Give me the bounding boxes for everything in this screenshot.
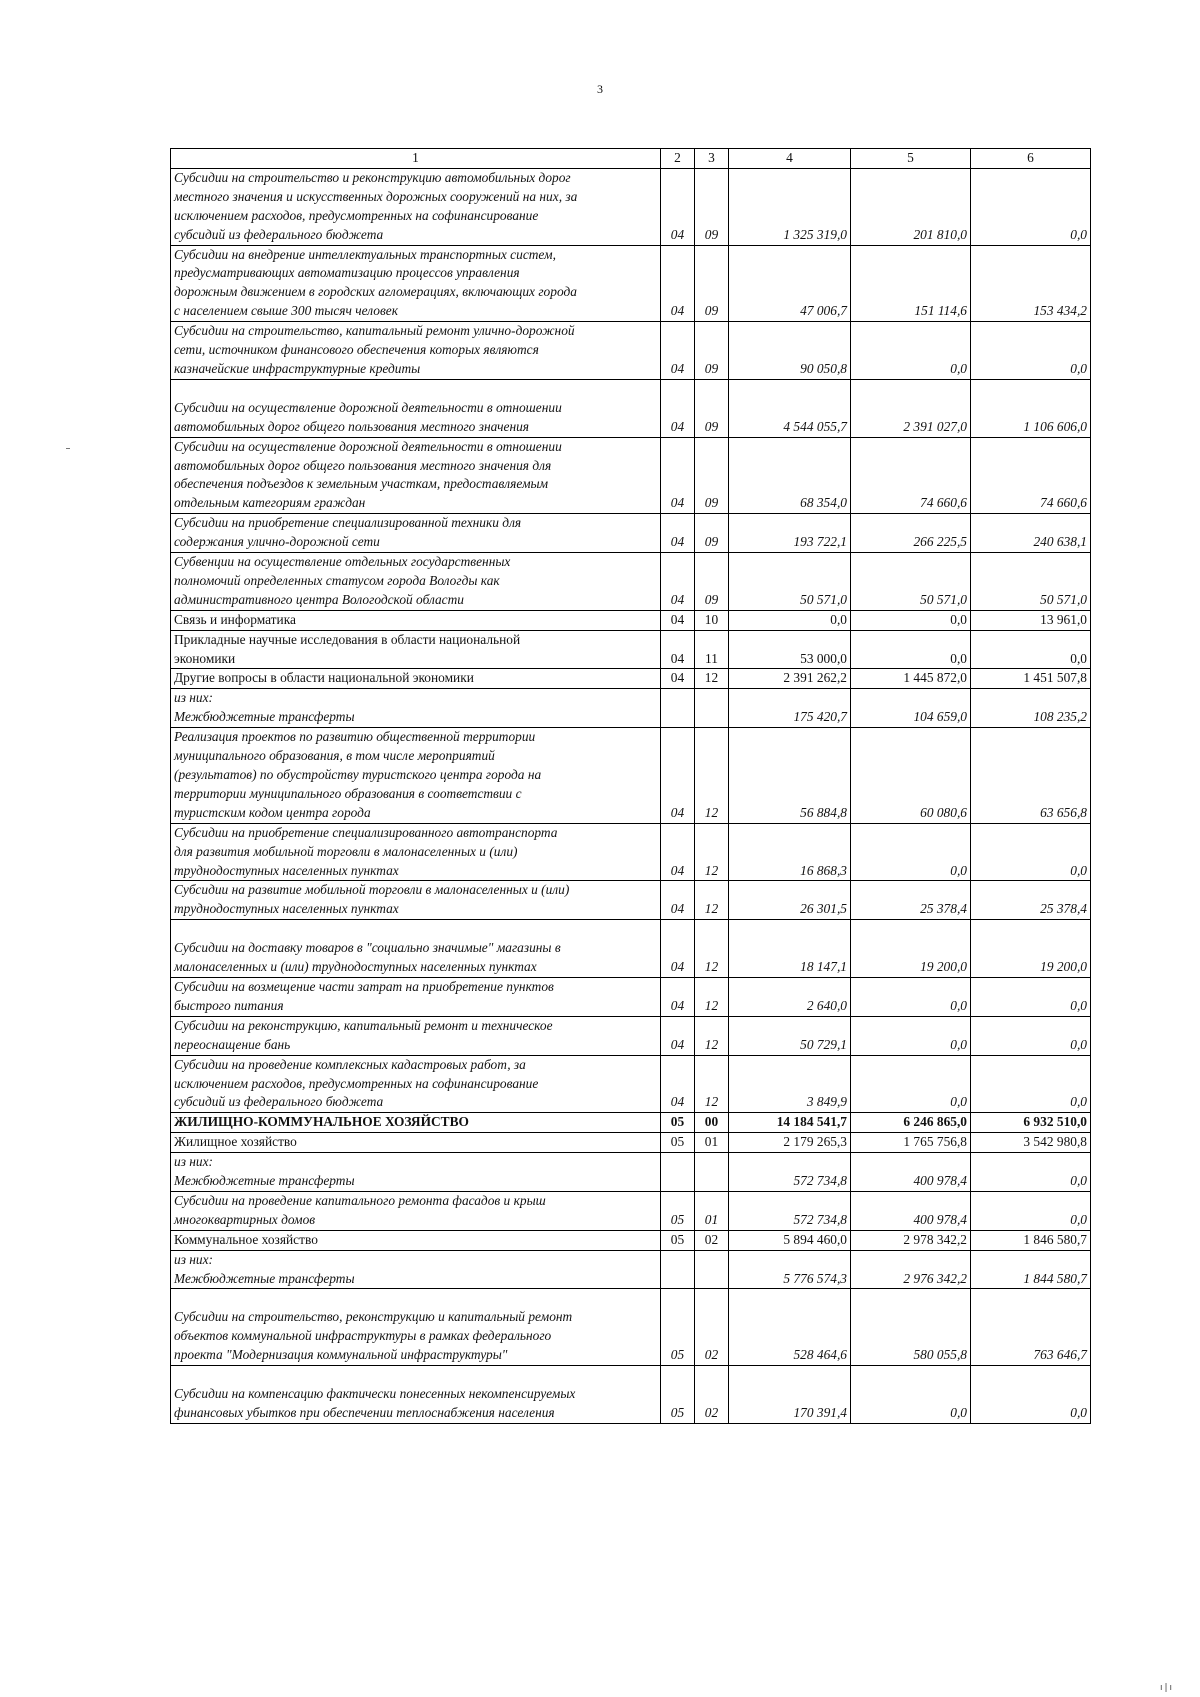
section-code-cell: 04 — [661, 669, 695, 689]
subsection-code-cell: 09 — [695, 553, 729, 611]
row-name-line: финансовых убытков при обеспечении теплоснабжения населения — [174, 1404, 555, 1420]
amount-col6-cell: 19 200,0 — [971, 920, 1091, 978]
row-name-line: казначейские инфраструктурные кредиты — [174, 360, 421, 376]
row-name-cell — [171, 1055, 661, 1113]
row-name-line: экономики — [174, 650, 236, 666]
amount-col4-cell: 0,0 — [729, 610, 851, 630]
column-header: 4 — [729, 149, 851, 169]
row-name-line: Другие вопросы в области национальной экономики — [174, 670, 474, 686]
row-name-line: проекта "Модернизация коммунальной инфраструктуры" — [174, 1347, 508, 1363]
row-name-line: Коммунальное хозяйство — [174, 1231, 318, 1247]
amount-col5-cell: 400 978,4 — [851, 1153, 971, 1192]
row-name-cell — [171, 823, 661, 881]
row-name-line: из них: — [174, 1251, 214, 1267]
row-name-cell — [171, 322, 661, 380]
amount-col5-cell: 0,0 — [851, 1055, 971, 1113]
amount-col5-cell: 2 391 027,0 — [851, 379, 971, 437]
amount-col6-cell: 1 844 580,7 — [971, 1250, 1091, 1289]
amount-col6-cell: 240 638,1 — [971, 514, 1091, 553]
amount-col5-cell: 2 976 342,2 — [851, 1250, 971, 1289]
table-row — [171, 1230, 1091, 1250]
amount-col6-cell: 0,0 — [971, 1191, 1091, 1230]
row-name-cell — [171, 1191, 661, 1230]
row-name-line: Субвенции на осуществление отдельных государственных — [174, 554, 511, 570]
section-code-cell: 05 — [661, 1133, 695, 1153]
row-name-line: Прикладные научные исследования в области национальной — [174, 631, 521, 647]
amount-col6-cell: 6 932 510,0 — [971, 1113, 1091, 1133]
amount-col5-cell: 2 978 342,2 — [851, 1230, 971, 1250]
row-name-line — [174, 380, 657, 399]
section-code-cell: 05 — [661, 1113, 695, 1133]
row-name-line: Межбюджетные трансферты — [174, 1173, 355, 1189]
row-name-cell — [171, 630, 661, 669]
row-name-line: Жилищное хозяйство — [174, 1134, 297, 1150]
amount-col6-cell: 1 106 606,0 — [971, 379, 1091, 437]
table-row — [171, 1366, 1091, 1424]
subsection-code-cell — [695, 689, 729, 728]
row-name-line: ЖИЛИЩНО-КОММУНАЛЬНОЕ ХОЗЯЙСТВО — [174, 1114, 469, 1130]
amount-col5-cell: 74 660,6 — [851, 437, 971, 514]
table-row — [171, 437, 1091, 514]
section-code-cell: 04 — [661, 1016, 695, 1055]
table-row — [171, 689, 1091, 728]
section-code-cell — [661, 1153, 695, 1192]
budget-table-body — [171, 149, 1091, 1424]
row-name-line: с населением свыше 300 тысяч человек — [174, 303, 398, 319]
row-name-line — [174, 920, 657, 939]
row-name-cell — [171, 437, 661, 514]
row-name-cell — [171, 977, 661, 1016]
row-name-line: предусматривающих автоматизацию процессов управления — [174, 265, 520, 281]
row-name-cell — [171, 920, 661, 978]
amount-col4-cell: 53 000,0 — [729, 630, 851, 669]
table-row — [171, 1016, 1091, 1055]
section-code-cell: 04 — [661, 977, 695, 1016]
subsection-code-cell: 12 — [695, 728, 729, 824]
row-name-line: исключением расходов, предусмотренных на софинансирование — [174, 1075, 539, 1091]
table-row — [171, 630, 1091, 669]
row-name-cell — [171, 728, 661, 824]
row-name-line: Субсидии на реконструкцию, капитальный ремонт и техническое — [174, 1017, 553, 1033]
subsection-code-cell: 01 — [695, 1191, 729, 1230]
row-name-line: Субсидии на внедрение интеллектуальных транспортных систем, — [174, 246, 556, 262]
table-row — [171, 245, 1091, 322]
row-name-line — [174, 1366, 657, 1385]
amount-col5-cell: 0,0 — [851, 630, 971, 669]
row-name-line: объектов коммунальной инфраструктуры в рамках федерального — [174, 1328, 552, 1344]
amount-col4-cell: 5 894 460,0 — [729, 1230, 851, 1250]
amount-col5-cell: 0,0 — [851, 322, 971, 380]
amount-col5-cell: 266 225,5 — [851, 514, 971, 553]
amount-col5-cell: 0,0 — [851, 610, 971, 630]
row-name-line: Субсидии на развитие мобильной торговли в малонаселенных и (или) — [174, 882, 570, 898]
table-row — [171, 669, 1091, 689]
row-name-line: Субсидии на проведение капитального ремонта фасадов и крыш — [174, 1192, 546, 1208]
page-number: 3 — [597, 82, 603, 96]
amount-col4-cell: 1 325 319,0 — [729, 168, 851, 245]
row-name-line: Связь и информатика — [174, 611, 296, 627]
section-code-cell: 05 — [661, 1366, 695, 1424]
amount-col4-cell: 4 544 055,7 — [729, 379, 851, 437]
subsection-code-cell: 09 — [695, 322, 729, 380]
amount-col4-cell: 2 391 262,2 — [729, 669, 851, 689]
row-name-line: переоснащение бань — [174, 1036, 291, 1052]
section-code-cell: 04 — [661, 610, 695, 630]
column-header: 2 — [661, 149, 695, 169]
amount-col5-cell: 151 114,6 — [851, 245, 971, 322]
column-header: 3 — [695, 149, 729, 169]
table-row — [171, 514, 1091, 553]
row-name-line: отдельным категориям граждан — [174, 495, 366, 511]
subsection-code-cell: 12 — [695, 920, 729, 978]
table-row — [171, 610, 1091, 630]
section-code-cell: 04 — [661, 514, 695, 553]
amount-col4-cell: 16 868,3 — [729, 823, 851, 881]
amount-col5-cell: 400 978,4 — [851, 1191, 971, 1230]
amount-col5-cell: 60 080,6 — [851, 728, 971, 824]
row-name-line: территории муниципального образования в соответствии с — [174, 785, 522, 801]
row-name-line: Субсидии на строительство и реконструкцию автомобильных дорог — [174, 169, 571, 185]
row-name-line: Субсидии на компенсацию фактически понесенных некомпенсируемых — [174, 1386, 576, 1401]
amount-col5-cell: 0,0 — [851, 1016, 971, 1055]
table-row — [171, 1055, 1091, 1113]
row-name-line: местного значения и искусственных дорожных сооружений на них, за — [174, 188, 578, 204]
subsection-code-cell: 01 — [695, 1133, 729, 1153]
table-row — [171, 728, 1091, 824]
amount-col4-cell: 572 734,8 — [729, 1153, 851, 1192]
subsection-code-cell: 12 — [695, 1016, 729, 1055]
scan-tick-marks: ı|ı — [1160, 1683, 1175, 1693]
row-name-line: дорожным движением в городских агломерациях, включающих города — [174, 284, 577, 300]
amount-col5-cell: 50 571,0 — [851, 553, 971, 611]
amount-col6-cell: 108 235,2 — [971, 689, 1091, 728]
amount-col6-cell: 0,0 — [971, 630, 1091, 669]
row-name-line: Субсидии на осуществление дорожной деятельности в отношении — [174, 438, 562, 454]
section-code-cell — [661, 1250, 695, 1289]
table-row — [171, 1133, 1091, 1153]
row-name-line: труднодоступных населенных пунктах — [174, 901, 399, 917]
amount-col5-cell: 201 810,0 — [851, 168, 971, 245]
subsection-code-cell — [695, 1153, 729, 1192]
subsection-code-cell: 09 — [695, 168, 729, 245]
row-name-cell — [171, 610, 661, 630]
subsection-code-cell: 10 — [695, 610, 729, 630]
amount-col5-cell: 580 055,8 — [851, 1289, 971, 1366]
row-name-line: административного центра Вологодской области — [174, 591, 464, 607]
row-name-cell — [171, 689, 661, 728]
table-row — [171, 977, 1091, 1016]
budget-table — [170, 148, 1091, 1424]
row-name-line: Субсидии на приобретение специализированной техники для — [174, 515, 522, 531]
row-name-line: муниципального образования, в том числе мероприятий — [174, 748, 495, 764]
amount-col4-cell: 47 006,7 — [729, 245, 851, 322]
row-name-line: труднодоступных населенных пунктах — [174, 862, 399, 878]
amount-col4-cell: 3 849,9 — [729, 1055, 851, 1113]
amount-col5-cell: 25 378,4 — [851, 881, 971, 920]
subsection-code-cell: 12 — [695, 669, 729, 689]
amount-col6-cell: 0,0 — [971, 322, 1091, 380]
amount-col6-cell: 0,0 — [971, 168, 1091, 245]
row-name-line: автомобильных дорог общего пользования местного значения для — [174, 457, 552, 473]
table-row — [171, 1153, 1091, 1192]
row-name-line: субсидий из федерального бюджета — [174, 1094, 384, 1110]
row-name-line — [174, 1289, 657, 1308]
table-row — [171, 168, 1091, 245]
row-name-line: для развития мобильной торговли в малонаселенных и (или) — [174, 843, 518, 859]
subsection-code-cell: 12 — [695, 977, 729, 1016]
scan-mark — [66, 448, 70, 449]
section-code-cell — [661, 689, 695, 728]
subsection-code-cell: 02 — [695, 1366, 729, 1424]
row-name-cell — [171, 553, 661, 611]
amount-col4-cell: 56 884,8 — [729, 728, 851, 824]
row-name-line: туристским кодом центра города — [174, 804, 371, 820]
row-name-cell — [171, 1289, 661, 1366]
section-code-cell: 04 — [661, 553, 695, 611]
table-row — [171, 553, 1091, 611]
amount-col4-cell: 18 147,1 — [729, 920, 851, 978]
row-name-line: Субсидии на возмещение части затрат на приобретение пунктов — [174, 978, 554, 994]
amount-col4-cell: 528 464,6 — [729, 1289, 851, 1366]
amount-col6-cell: 63 656,8 — [971, 728, 1091, 824]
subsection-code-cell: 00 — [695, 1113, 729, 1133]
row-name-cell — [171, 1113, 661, 1133]
subsection-code-cell: 11 — [695, 630, 729, 669]
row-name-line: (результатов) по обустройству туристского центра города на — [174, 767, 542, 782]
row-name-line: Межбюджетные трансферты — [174, 1270, 355, 1286]
subsection-code-cell: 02 — [695, 1289, 729, 1366]
subsection-code-cell: 12 — [695, 823, 729, 881]
amount-col4-cell: 90 050,8 — [729, 322, 851, 380]
subsection-code-cell: 09 — [695, 245, 729, 322]
section-code-cell: 05 — [661, 1289, 695, 1366]
row-name-line: Субсидии на доставку товаров в "социально значимые" магазины в — [174, 940, 561, 956]
section-code-cell: 04 — [661, 1055, 695, 1113]
section-code-cell: 04 — [661, 379, 695, 437]
row-name-line: Субсидии на осуществление дорожной деятельности в отношении — [174, 399, 562, 415]
column-header: 6 — [971, 149, 1091, 169]
row-name-line: исключением расходов, предусмотренных на софинансирование — [174, 207, 539, 223]
row-name-line: Субсидии на проведение комплексных кадастровых работ, за — [174, 1056, 526, 1072]
amount-col6-cell: 0,0 — [971, 1153, 1091, 1192]
amount-col5-cell: 19 200,0 — [851, 920, 971, 978]
amount-col4-cell: 170 391,4 — [729, 1366, 851, 1424]
row-name-line: Реализация проектов по развитию общественной территории — [174, 729, 536, 745]
row-name-cell — [171, 1153, 661, 1192]
amount-col5-cell: 104 659,0 — [851, 689, 971, 728]
row-name-line: быстрого питания — [174, 997, 284, 1013]
table-header-row — [171, 149, 1091, 169]
row-name-cell — [171, 1230, 661, 1250]
section-code-cell: 05 — [661, 1191, 695, 1230]
table-row — [171, 920, 1091, 978]
section-code-cell: 05 — [661, 1230, 695, 1250]
amount-col6-cell: 50 571,0 — [971, 553, 1091, 611]
row-name-line: Субсидии на приобретение специализированного автотранспорта — [174, 824, 558, 840]
table-row — [171, 322, 1091, 380]
amount-col6-cell: 1 451 507,8 — [971, 669, 1091, 689]
amount-col4-cell: 2 640,0 — [729, 977, 851, 1016]
amount-col6-cell: 1 846 580,7 — [971, 1230, 1091, 1250]
amount-col4-cell: 572 734,8 — [729, 1191, 851, 1230]
table-row — [171, 881, 1091, 920]
amount-col4-cell: 193 722,1 — [729, 514, 851, 553]
row-name-line: обеспечения подъездов к земельным участкам, предоставляемым — [174, 476, 549, 492]
row-name-cell — [171, 1366, 661, 1424]
amount-col6-cell: 0,0 — [971, 823, 1091, 881]
column-header: 5 — [851, 149, 971, 169]
subsection-code-cell: 12 — [695, 881, 729, 920]
section-code-cell: 04 — [661, 823, 695, 881]
row-name-line: Межбюджетные трансферты — [174, 709, 355, 725]
table-row — [171, 1191, 1091, 1230]
amount-col6-cell: 0,0 — [971, 1016, 1091, 1055]
row-name-cell — [171, 168, 661, 245]
amount-col4-cell: 26 301,5 — [729, 881, 851, 920]
row-name-line: Субсидии на строительство, капитальный ремонт улично-дорожной — [174, 323, 575, 339]
subsection-code-cell: 02 — [695, 1230, 729, 1250]
row-name-cell — [171, 379, 661, 437]
section-code-cell: 04 — [661, 728, 695, 824]
amount-col6-cell: 0,0 — [971, 977, 1091, 1016]
table-row — [171, 1113, 1091, 1133]
amount-col5-cell: 6 246 865,0 — [851, 1113, 971, 1133]
row-name-line: многоквартирных домов — [174, 1211, 316, 1227]
subsection-code-cell — [695, 1250, 729, 1289]
section-code-cell: 04 — [661, 168, 695, 245]
amount-col4-cell: 175 420,7 — [729, 689, 851, 728]
section-code-cell: 04 — [661, 245, 695, 322]
section-code-cell: 04 — [661, 920, 695, 978]
amount-col5-cell: 1 765 756,8 — [851, 1133, 971, 1153]
table-row — [171, 1250, 1091, 1289]
row-name-cell — [171, 1133, 661, 1153]
subsection-code-cell: 09 — [695, 437, 729, 514]
row-name-line: сети, источником финансового обеспечения которых являются — [174, 342, 539, 358]
row-name-cell — [171, 669, 661, 689]
section-code-cell: 04 — [661, 437, 695, 514]
row-name-line: автомобильных дорог общего пользования местного значения — [174, 418, 530, 434]
amount-col6-cell: 0,0 — [971, 1366, 1091, 1424]
amount-col4-cell: 50 729,1 — [729, 1016, 851, 1055]
amount-col6-cell: 763 646,7 — [971, 1289, 1091, 1366]
row-name-line: из них: — [174, 690, 214, 706]
section-code-cell: 04 — [661, 630, 695, 669]
amount-col4-cell: 50 571,0 — [729, 553, 851, 611]
row-name-line: полномочий определенных статусом города Вологды как — [174, 572, 500, 588]
table-row — [171, 823, 1091, 881]
column-header: 1 — [171, 149, 661, 169]
table-row — [171, 1289, 1091, 1366]
table-row — [171, 379, 1091, 437]
row-name-line: субсидий из федерального бюджета — [174, 226, 384, 242]
amount-col5-cell: 0,0 — [851, 823, 971, 881]
section-code-cell: 04 — [661, 881, 695, 920]
amount-col5-cell: 1 445 872,0 — [851, 669, 971, 689]
amount-col5-cell: 0,0 — [851, 977, 971, 1016]
amount-col6-cell: 25 378,4 — [971, 881, 1091, 920]
amount-col6-cell: 74 660,6 — [971, 437, 1091, 514]
row-name-line: малонаселенных и (или) труднодоступных населенных пунктах — [174, 959, 537, 975]
subsection-code-cell: 09 — [695, 379, 729, 437]
amount-col4-cell: 5 776 574,3 — [729, 1250, 851, 1289]
amount-col6-cell: 0,0 — [971, 1055, 1091, 1113]
row-name-line: содержания улично-дорожной сети — [174, 534, 380, 550]
row-name-line: из них: — [174, 1154, 214, 1170]
amount-col6-cell: 153 434,2 — [971, 245, 1091, 322]
row-name-cell — [171, 881, 661, 920]
amount-col5-cell: 0,0 — [851, 1366, 971, 1424]
amount-col4-cell: 14 184 541,7 — [729, 1113, 851, 1133]
section-code-cell: 04 — [661, 322, 695, 380]
subsection-code-cell: 09 — [695, 514, 729, 553]
subsection-code-cell: 12 — [695, 1055, 729, 1113]
row-name-cell — [171, 1016, 661, 1055]
row-name-line: Субсидии на строительство, реконструкцию и капитальный ремонт — [174, 1309, 573, 1325]
amount-col6-cell: 13 961,0 — [971, 610, 1091, 630]
row-name-cell — [171, 514, 661, 553]
row-name-cell — [171, 1250, 661, 1289]
amount-col6-cell: 3 542 980,8 — [971, 1133, 1091, 1153]
row-name-cell — [171, 245, 661, 322]
amount-col4-cell: 2 179 265,3 — [729, 1133, 851, 1153]
amount-col4-cell: 68 354,0 — [729, 437, 851, 514]
